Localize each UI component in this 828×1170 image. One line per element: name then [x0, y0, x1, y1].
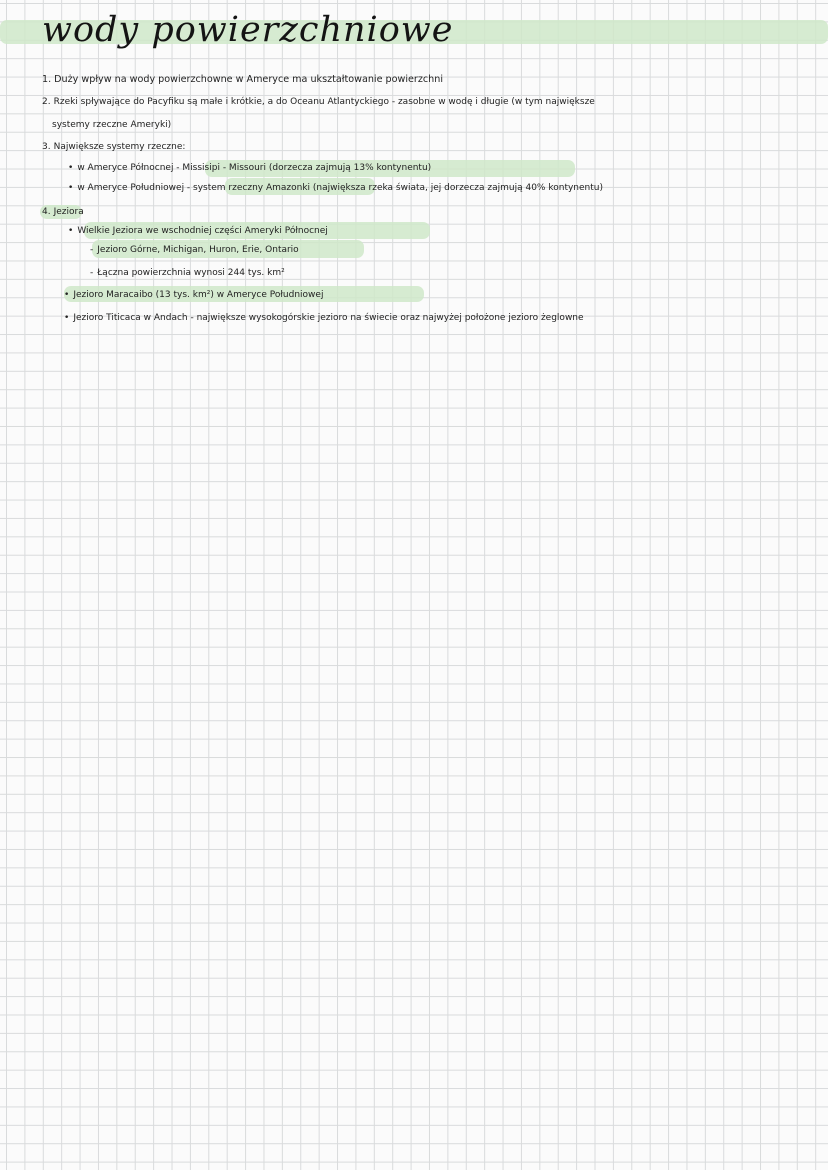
bullet-dot: •: [68, 226, 74, 236]
bullet-dash: -: [90, 245, 94, 255]
note-3: [42, 140, 185, 154]
note-text: Łączna powierzchnia wynosi 244 tys. km²: [97, 268, 285, 278]
note-number: 3.: [42, 142, 51, 152]
note-4: [42, 205, 84, 219]
note-4c: [64, 311, 584, 325]
note-2-continuation: [52, 118, 171, 132]
note-text: Największe systemy rzeczne:: [53, 142, 186, 152]
note-text: Jezioro Maracaibo (13 tys. km²) w Ameryce Południowej: [73, 290, 324, 300]
bullet-dot: •: [64, 313, 70, 323]
note-3a: [68, 161, 431, 175]
note-2: [42, 95, 595, 109]
note-number: 1.: [42, 74, 52, 85]
note-text: Duży wpływ na wody powierzchowne w Ameryce ma ukształtowanie powierzchni: [54, 74, 443, 85]
note-1: [42, 73, 443, 87]
note-4a: [68, 224, 328, 238]
note-text: Jezioro Titicaca w Andach - największe wysokogórskie jezioro na świecie oraz najwyżej położone jezioro żeglowne: [73, 313, 584, 323]
note-4a2: [90, 266, 285, 280]
note-number: 2.: [42, 97, 51, 107]
note-text: Wielkie Jeziora we wschodniej części Ameryki Północnej: [77, 226, 328, 236]
note-text: Jezioro Górne, Michigan, Huron, Erie, Ontario: [97, 245, 299, 255]
note-text: Jeziora: [53, 207, 84, 217]
note-number: 4.: [42, 207, 51, 217]
note-text: Rzeki spływające do Pacyfiku są małe i krótkie, a do Oceanu Atlantyckiego - zasobne w wodę i długie (w tym największe: [53, 97, 595, 107]
note-text: w Ameryce Północnej - Missisipi - Missouri (dorzecza zajmują 13% kontynentu): [77, 163, 432, 173]
bullet-dash: -: [90, 268, 94, 278]
note-text: systemy rzeczne Ameryki): [52, 120, 172, 130]
note-3b: [68, 181, 603, 195]
note-text: w Ameryce Południowej - system rzeczny Amazonki (największa rzeka świata, jej dorzecza zajmują 40% kontynentu): [77, 183, 603, 193]
note-4a1: [90, 243, 299, 257]
bullet-dot: •: [68, 183, 74, 193]
note-4b: [64, 288, 323, 302]
bullet-dot: •: [68, 163, 74, 173]
page-title: wody powierzchniowe: [42, 10, 454, 50]
bullet-dot: •: [64, 290, 70, 300]
